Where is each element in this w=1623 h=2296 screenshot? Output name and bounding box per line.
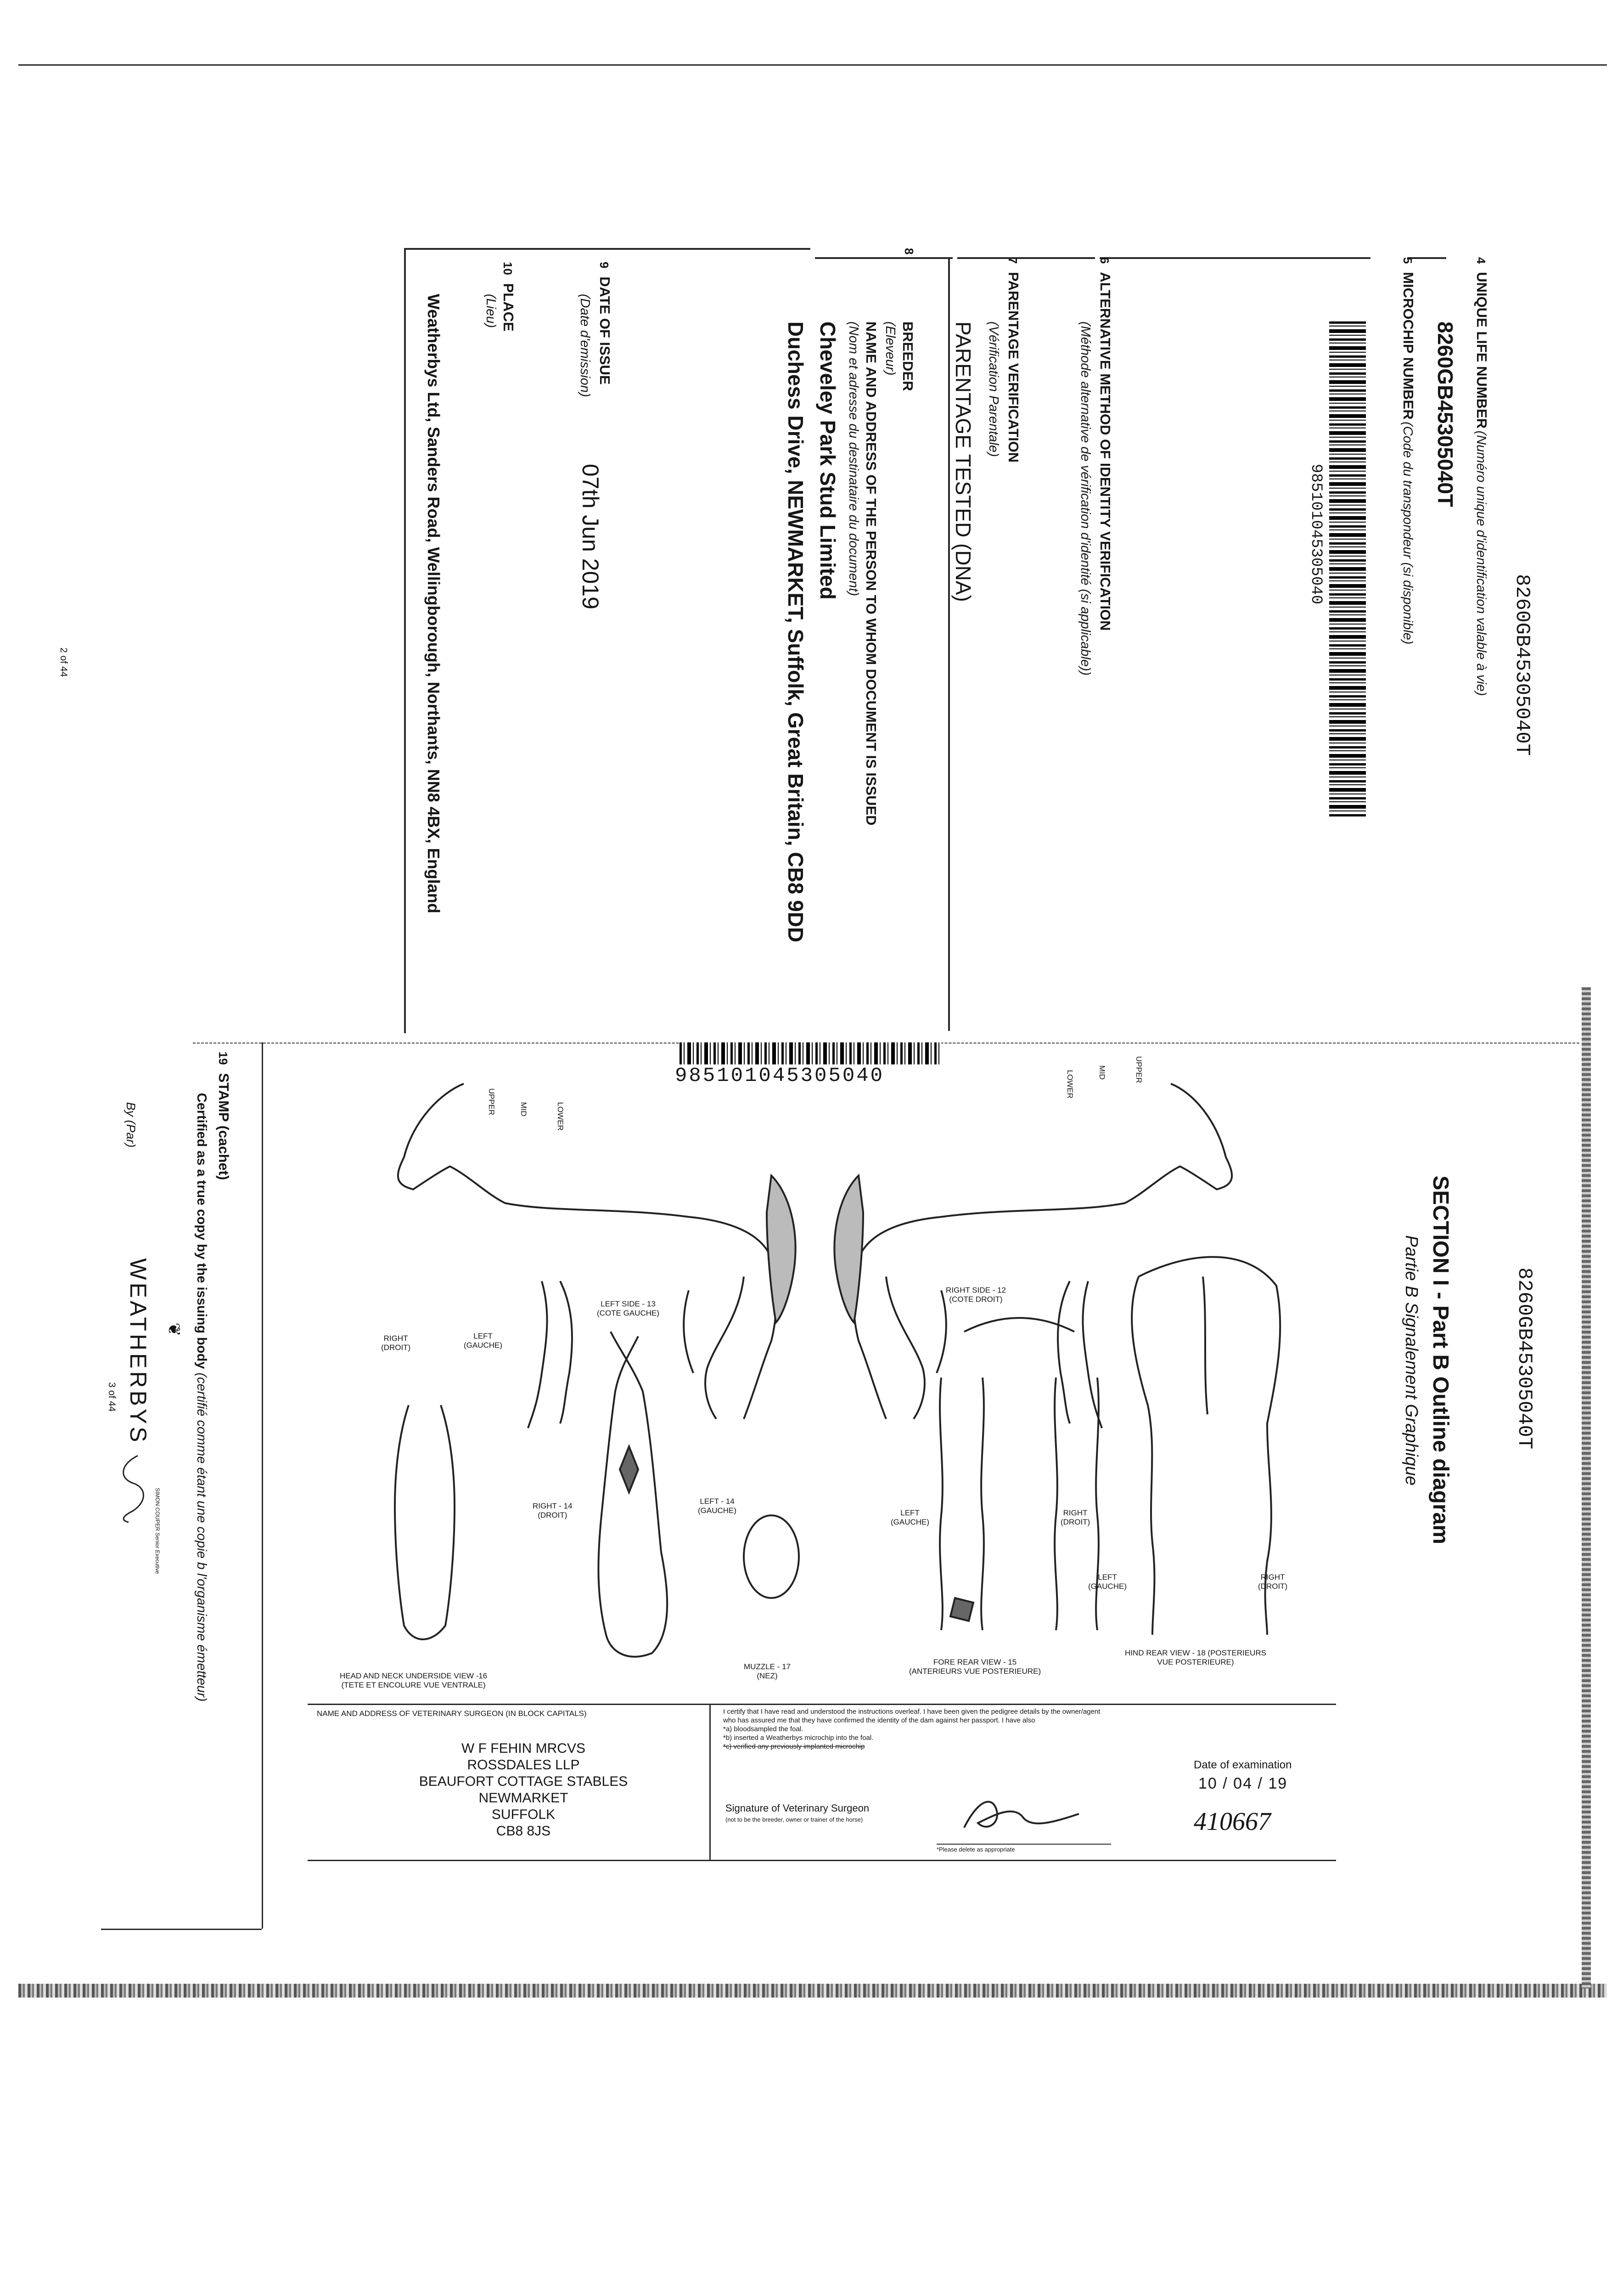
label-lower-right: LOWER — [1066, 1070, 1074, 1099]
weatherbys-logo: ❦ — [165, 1322, 184, 1337]
field-4-label-fr: (Numéro unique d'identification valable à vie) — [1474, 430, 1488, 696]
label-hind-rear: HIND REAR VIEW - 18 (POSTERIEURS VUE POSTERIEURE) — [1125, 1649, 1266, 1666]
label-left-fore: LEFT (GAUCHE) — [891, 1508, 930, 1526]
field-9-label: DATE OF ISSUE — [597, 276, 613, 385]
field-6-label: ALTERNATIVE METHOD OF IDENTITY VERIFICATION — [1097, 272, 1113, 631]
stamp-number: 19 — [216, 1052, 230, 1065]
section-title: SECTION I - Part B Outline diagram — [1428, 1176, 1453, 1544]
field-8-label-fr: (Eleveur) — [883, 321, 898, 376]
vet-line-5: SUFFOLK — [491, 1807, 556, 1822]
right-ule-header: 8260GB45305040T — [1513, 1267, 1536, 1450]
label-muzzle: MUZZLE - 17 (NEZ) — [744, 1662, 791, 1680]
label-left-14: LEFT - 14 (GAUCHE) — [698, 1497, 737, 1515]
weatherbys-brand: WEATHERBYS — [125, 1258, 151, 1445]
stamp-signer-note: SIMON COUPER Senior Executive — [154, 1488, 161, 1574]
label-right-14: RIGHT - 14 (DROIT) — [533, 1502, 573, 1519]
field-8-number: 8 — [902, 248, 916, 255]
field-10-number: 10 — [501, 262, 515, 275]
left-ule-header: 8260GB45305040T — [1511, 574, 1533, 756]
left-side-horse-tail — [767, 1176, 796, 1322]
label-mid-right: MID — [1098, 1065, 1106, 1080]
vet-line-2: ROSSDALES LLP — [467, 1757, 580, 1773]
certification-text: I certify that I have read and understood the instructions overleaf. I have been given the pedigree details by the owner/agent who has assured me that they have confirmed the identity of the dam against her passport. I have also *a) bloodsampled the foal. *b) inserted a Weatherbys microchip into the foal. *c) verified any previously implanted microchip — [723, 1708, 1101, 1750]
place-value: Weatherbys Ltd, Sanders Road, Wellingborough, Northants, NN8 4BX, England — [424, 294, 443, 913]
breeder-address: Duchess Drive, NEWMARKET, Suffolk, Great Britain, CB8 9DD — [784, 321, 808, 943]
label-right-a: RIGHT (DROIT) — [381, 1334, 411, 1352]
vet-line-4: NEWMARKET — [478, 1790, 568, 1806]
fore-leg-marking — [950, 1598, 973, 1621]
stamp-label: STAMP (cachet) — [216, 1073, 232, 1180]
fore-rear-view — [940, 1318, 1099, 1630]
right-side-horse-outline — [853, 1084, 1232, 1428]
stamp-box-bottom — [101, 1929, 262, 1930]
label-right-hind: RIGHT (DROIT) — [1258, 1573, 1288, 1591]
label-left-a: LEFT (GAUCHE) — [464, 1332, 503, 1350]
field-8-label2-fr: (Nom et adresse du destinataire du document) — [846, 321, 861, 597]
stamp-signature — [110, 1451, 156, 1525]
label-upper-right: UPPER — [1134, 1056, 1143, 1083]
diagram-barcode-number: 985101045305040 — [675, 1064, 885, 1087]
ule-value: 8260GB45305040T — [1433, 321, 1457, 507]
signature-line — [937, 1844, 1111, 1845]
field-9-label-fr: (Date d'emission) — [578, 294, 592, 397]
vet-signature — [960, 1791, 1097, 1846]
field-7-label: PARENTAGE VERIFICATION — [1005, 272, 1022, 463]
label-mid-left: MID — [519, 1102, 528, 1117]
field-8-label: BREEDER — [900, 321, 916, 391]
sig-note: (not to be the breeder, owner or trainer of the horse) — [725, 1816, 863, 1823]
label-left-side: LEFT SIDE - 13 (COTE GAUCHE) — [597, 1300, 659, 1317]
field-5-number: 5 — [1401, 257, 1415, 264]
head-underside-view — [395, 1405, 455, 1639]
field-9-number: 9 — [597, 262, 611, 269]
parentage-value: PARENTAGE TESTED (DNA) — [951, 321, 975, 602]
microchip-value: 985101045305040 — [1307, 464, 1325, 605]
stamp-by: By (Par) — [124, 1102, 138, 1148]
vet-line-3: BEAUFORT COTTAGE STABLES — [419, 1774, 628, 1789]
right-side-horse-tail — [834, 1176, 863, 1322]
right-page-number: 3 of 44 — [107, 1382, 117, 1412]
head-front-view — [598, 1332, 667, 1657]
muzzle-view — [744, 1515, 799, 1598]
label-right-fore: RIGHT (DROIT) — [1061, 1508, 1090, 1526]
vet-address — [367, 1740, 680, 1840]
label-fore-rear: FORE REAR VIEW - 15 (ANTERIEURS VUE POSTERIEURE) — [909, 1658, 1041, 1676]
field-5-label-fr: (Code du transpondeur (si disponible) — [1400, 422, 1415, 645]
vet-line-6: CB8 8JS — [496, 1823, 551, 1839]
section-subtitle: Partie B Signalement Graphique — [1402, 1235, 1421, 1486]
stamp-header — [215, 1052, 232, 1180]
stamp-note: *Please delete as appropriate — [937, 1846, 1015, 1853]
label-lower-left: LOWER — [556, 1102, 565, 1131]
field-6-number: 6 — [1098, 257, 1112, 264]
sig-label: Signature of Veterinary Surgeon — [725, 1802, 870, 1814]
vet-header: NAME AND ADDRESS OF VETERINARY SURGEON (IN BLOCK CAPITALS) — [317, 1709, 587, 1718]
stamp-certified-fr: (certifié comme étant une copie b l'organisme émetteur) — [194, 1373, 209, 1702]
exam-date-value: 10 / 04 / 19 — [1198, 1775, 1288, 1792]
field-7-label-fr: (Vérification Parentale) — [986, 321, 1001, 457]
field-5-label: MICROCHIP NUMBER — [1400, 272, 1416, 420]
left-side-horse-outline — [398, 1084, 777, 1428]
vet-box-top — [308, 1704, 1336, 1705]
label-left-hind: LEFT (GAUCHE) — [1088, 1573, 1127, 1591]
stamp-box-border — [262, 1042, 263, 1929]
label-head-neck: HEAD AND NECK UNDERSIDE VIEW -16 (TETE ET ENCOLURE VUE VENTRALE) — [340, 1671, 488, 1689]
field-6-label-fr: (Méthode alternative de vérification d'identité (si applicable)) — [1078, 321, 1093, 676]
field-7-number: 7 — [1006, 257, 1020, 264]
left-page-number: 2 of 44 — [58, 647, 69, 677]
field-10-label-fr: (Lieu) — [483, 294, 498, 328]
vet-box-divider — [709, 1704, 711, 1860]
label-upper-left: UPPER — [487, 1088, 496, 1115]
head-blaze-marking — [620, 1446, 638, 1492]
field-4-label: UNIQUE LIFE NUMBER — [1474, 272, 1490, 429]
stamp-certified: Certified as a true copy by the issuing body (certifié comme étant une copie b l'organisme émetteur) — [194, 1093, 209, 1702]
field-10-label: PLACE — [500, 283, 517, 332]
vet-line-1: W F FEHIN MRCVS — [461, 1741, 585, 1756]
field-8-label2: NAME AND ADDRESS OF THE PERSON TO WHOM DOCUMENT IS ISSUED — [863, 321, 879, 826]
issue-date: 07th Jun 2019 — [578, 464, 603, 609]
label-right-side: RIGHT SIDE - 12 (COTE DROIT) — [946, 1286, 1006, 1304]
handwritten-number: 410667 — [1194, 1807, 1271, 1836]
breeder-name: Cheveley Park Stud Limited — [816, 321, 840, 600]
vet-box-bottom — [308, 1860, 1336, 1861]
exam-date-label: Date of examination — [1194, 1759, 1292, 1771]
field-4-number: 4 — [1474, 257, 1488, 264]
